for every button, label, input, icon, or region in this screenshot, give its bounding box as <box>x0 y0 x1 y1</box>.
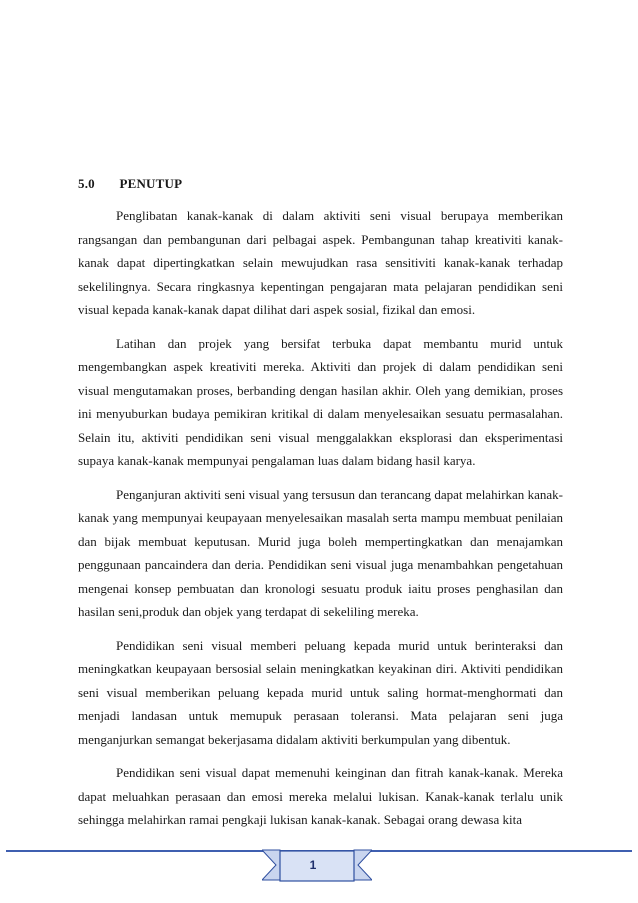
paragraph: Pendidikan seni visual dapat memenuhi keinginan dan fitrah kanak-kanak. Mereka dapat meluahkan perasaan dan emosi mereka melalui lukisan. Kanak-kanak terlalu unik sehingga melahirkan ramai pengkaji lukisan kanak-kanak. Sebagai orang dewasa kita <box>78 765 563 827</box>
section-title: PENUTUP <box>119 176 183 191</box>
page-number: 1 <box>309 858 317 872</box>
body-text <box>78 204 563 842</box>
paragraph: Pendidikan seni visual memberi peluang kepada murid untuk berinteraksi dan meningkatkan keupayaan bersosial selain meningkatkan keyakinan diri. Aktiviti pendidikan seni visual memberikan peluang kepada murid untuk saling hormat-menghormati dan menjadi landasan untuk memupuk perasaan toleransi. Mata pelajaran seni juga menganjurkan semangat bekerjasama didalam aktiviti berkumpulan yang dibentuk. <box>78 637 563 747</box>
paragraph: Penglibatan kanak-kanak di dalam aktiviti seni visual berupaya memberikan rangsangan dan pembangunan dari pelbagai aspek. Pembangunan tahap kreativiti kanak-kanak dapat dipertingkatkan selain mewujudkan rasa sensitiviti kanak-kanak terhadap sekelilingnya. Secara ringkasnya kepentingan pengajaran mata pelajaran pendidikan seni visual kepada kanak-kanak dapat dilihat dari aspek sosial, fizikal dan emosi. <box>78 208 563 317</box>
section-heading <box>78 176 182 192</box>
paragraph: Penganjuran aktiviti seni visual yang tersusun dan terancang dapat melahirkan kanak-kanak yang mempunyai keupayaan menyelesaikan masalah serta mampu membuat penilaian dan bijak membuat keputusan. Murid juga boleh mempertingkatkan dan menajamkan penggunaan pancaindera dan deria. Pendidikan seni visual juga menambahkan pengetahuan mengenai konsep pembuatan dan kronologi sesuatu produk iaitu proses penghasilan dan hasilan seni,produk dan objek yang terdapat di sekeliling mereka. <box>78 486 563 619</box>
paragraph: Latihan dan projek yang bersifat terbuka dapat membantu murid untuk mengembangkan aspek kreativiti mereka. Aktiviti dan projek di dalam pendidikan seni visual mengutamakan proses, berbanding dengan hasilan akhir. Oleh yang demikian, proses ini menyuburkan budaya pemikiran kritikal di dalam menyelesaikan sesuatu permasalahan. Selain itu, aktiviti pendidikan seni visual menggalakkan eksplorasi dan eksperimentasi supaya kanak-kanak mempunyai pengalaman luas dalam bidang hasil karya. <box>78 335 563 468</box>
section-number: 5.0 <box>78 176 95 191</box>
